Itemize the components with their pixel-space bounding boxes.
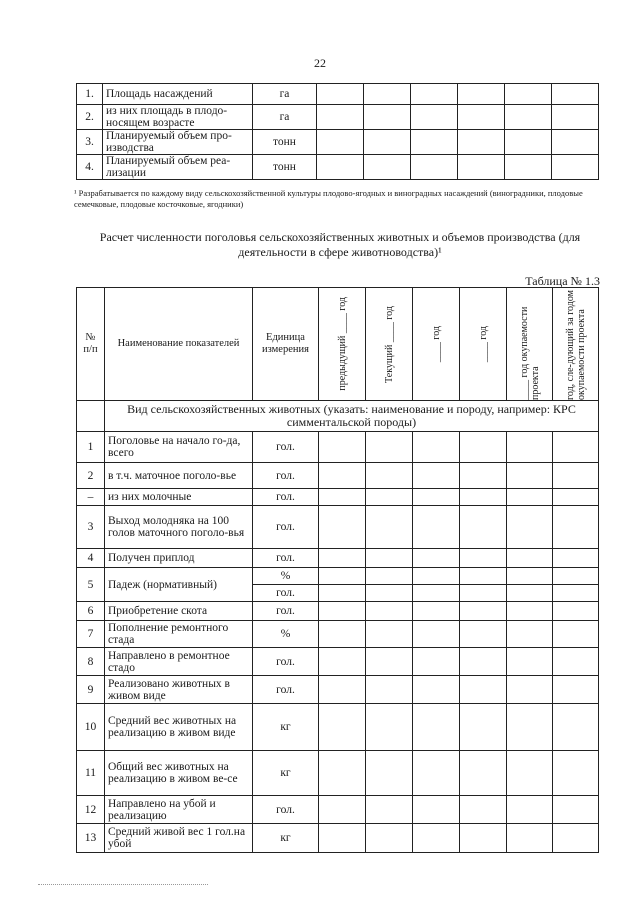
- row-unit: тонн: [253, 130, 317, 155]
- row-name: Средний вес животных на реализацию в живом виде: [105, 704, 253, 751]
- value-cell: [364, 105, 411, 130]
- value-cell: [366, 568, 413, 585]
- row-unit: кг: [253, 751, 319, 796]
- bottom-line: [38, 884, 208, 885]
- value-cell: [507, 824, 553, 853]
- value-cell: [507, 676, 553, 704]
- value-cell: [411, 155, 458, 180]
- row-name: из них молочные: [105, 489, 253, 506]
- value-cell: [366, 824, 413, 853]
- row-number: 1.: [77, 84, 103, 105]
- value-cell: [319, 676, 366, 704]
- value-cell: [507, 549, 553, 568]
- value-cell: [553, 648, 599, 676]
- value-cell: [505, 84, 552, 105]
- row-number: 13: [77, 824, 105, 853]
- row-number: 2.: [77, 105, 103, 130]
- row-name: Планируемый объем про-изводства: [103, 130, 253, 155]
- value-cell: [460, 549, 507, 568]
- section-title: Расчет численности поголовья сельскохозяйственных животных и объемов производства (для деятельности в сфере животноводства)¹: [99, 230, 581, 259]
- table-row: [77, 751, 599, 796]
- row-name: Реализовано животных в живом виде: [105, 676, 253, 704]
- value-cell: [507, 585, 553, 602]
- value-cell: [319, 796, 366, 824]
- header-col6: [553, 288, 599, 401]
- table-row: [77, 432, 599, 463]
- value-cell: [458, 84, 505, 105]
- table-row: [77, 130, 599, 155]
- row-number: –: [77, 489, 105, 506]
- header-unit: Единица измерения: [253, 288, 319, 401]
- value-cell: [458, 155, 505, 180]
- value-cell: [366, 602, 413, 621]
- value-cell: [553, 549, 599, 568]
- value-cell: [553, 796, 599, 824]
- value-cell: [366, 489, 413, 506]
- value-cell: [505, 130, 552, 155]
- value-cell: [553, 751, 599, 796]
- row-unit-2: гол.: [253, 585, 319, 602]
- table-row: [77, 155, 599, 180]
- value-cell: [413, 602, 460, 621]
- value-cell: [319, 824, 366, 853]
- value-cell: [553, 704, 599, 751]
- value-cell: [366, 621, 413, 648]
- value-cell: [317, 105, 364, 130]
- table-row: [77, 489, 599, 506]
- section-empty-cell: [77, 401, 105, 432]
- value-cell: [552, 105, 599, 130]
- row-number: 6: [77, 602, 105, 621]
- value-cell: [319, 549, 366, 568]
- value-cell: [366, 463, 413, 489]
- table-row: [77, 648, 599, 676]
- table-livestock: [76, 287, 599, 853]
- value-cell: [317, 84, 364, 105]
- value-cell: [319, 463, 366, 489]
- value-cell: [366, 704, 413, 751]
- value-cell: [319, 621, 366, 648]
- row-unit: гол.: [253, 648, 319, 676]
- value-cell: [413, 585, 460, 602]
- value-cell: [319, 648, 366, 676]
- header-col6-text: год, сле-дующий за годом окупаемости проекта: [564, 290, 587, 400]
- value-cell: [413, 621, 460, 648]
- row-unit: гол.: [253, 549, 319, 568]
- value-cell: [458, 105, 505, 130]
- value-cell: [413, 549, 460, 568]
- table-row: [77, 506, 599, 549]
- value-cell: [413, 676, 460, 704]
- row-number: 8: [77, 648, 105, 676]
- row-number: 9: [77, 676, 105, 704]
- value-cell: [366, 676, 413, 704]
- value-cell: [553, 506, 599, 549]
- value-cell: [413, 751, 460, 796]
- value-cell: [507, 568, 553, 585]
- row-name: Средний живой вес 1 гол.на убой: [105, 824, 253, 853]
- value-cell: [319, 751, 366, 796]
- row-name: Пополнение ремонтного стада: [105, 621, 253, 648]
- value-cell: [552, 84, 599, 105]
- row-number: 4.: [77, 155, 103, 180]
- row-number: 2: [77, 463, 105, 489]
- table-row: [77, 105, 599, 130]
- row-unit: %: [253, 568, 319, 585]
- value-cell: [553, 585, 599, 602]
- value-cell: [553, 489, 599, 506]
- row-name: Общий вес животных на реализацию в живом ве-се: [105, 751, 253, 796]
- value-cell: [460, 648, 507, 676]
- value-cell: [366, 796, 413, 824]
- value-cell: [507, 602, 553, 621]
- value-cell: [366, 585, 413, 602]
- page-number: 22: [314, 56, 326, 70]
- table-header-row: [77, 288, 599, 401]
- header-col5-text: ____ год окупаемости проекта: [518, 306, 541, 400]
- row-unit: гол.: [253, 796, 319, 824]
- row-unit: тонн: [253, 155, 317, 180]
- value-cell: [413, 489, 460, 506]
- row-number: 1: [77, 432, 105, 463]
- value-cell: [413, 568, 460, 585]
- value-cell: [507, 463, 553, 489]
- table-row: [77, 549, 599, 568]
- value-cell: [413, 506, 460, 549]
- value-cell: [460, 568, 507, 585]
- row-unit: гол.: [253, 602, 319, 621]
- table-row: [77, 704, 599, 751]
- value-cell: [507, 506, 553, 549]
- row-name: Приобретение скота: [105, 602, 253, 621]
- value-cell: [460, 796, 507, 824]
- footnote: ¹ Разрабатывается по каждому виду сельскохозяйственной культуры плодово-ягодных и виноградных насаждений (виноградники, плодовые семечковые, плодовые косточковые, ягодники): [74, 188, 583, 209]
- row-unit: гол.: [253, 463, 319, 489]
- value-cell: [319, 432, 366, 463]
- value-cell: [460, 489, 507, 506]
- row-number: 11: [77, 751, 105, 796]
- table-row: [77, 84, 599, 105]
- value-cell: [507, 432, 553, 463]
- value-cell: [411, 84, 458, 105]
- value-cell: [319, 602, 366, 621]
- value-cell: [460, 602, 507, 621]
- header-col4: [460, 288, 507, 401]
- value-cell: [505, 105, 552, 130]
- value-cell: [553, 568, 599, 585]
- row-unit: гол.: [253, 432, 319, 463]
- value-cell: [364, 130, 411, 155]
- table-row: [77, 621, 599, 648]
- value-cell: [411, 130, 458, 155]
- value-cell: [552, 130, 599, 155]
- section-label: Вид сельскохозяйственных животных (указать: наименование и породу, например: КРС симментальской породы): [105, 401, 599, 432]
- header-col4-text: ____ год: [477, 325, 489, 363]
- row-name: Площадь насаждений: [103, 84, 253, 105]
- value-cell: [366, 751, 413, 796]
- value-cell: [319, 489, 366, 506]
- value-cell: [507, 704, 553, 751]
- value-cell: [553, 602, 599, 621]
- value-cell: [413, 704, 460, 751]
- table-section-row: [77, 401, 599, 432]
- value-cell: [413, 432, 460, 463]
- value-cell: [460, 432, 507, 463]
- row-number: 7: [77, 621, 105, 648]
- header-num: № п/п: [77, 288, 105, 401]
- value-cell: [317, 155, 364, 180]
- row-unit: кг: [253, 824, 319, 853]
- value-cell: [460, 506, 507, 549]
- table-planting-area: [76, 83, 599, 180]
- value-cell: [460, 585, 507, 602]
- row-name: Поголовье на начало го-да, всего: [105, 432, 253, 463]
- value-cell: [505, 155, 552, 180]
- row-unit: гол.: [253, 676, 319, 704]
- value-cell: [366, 506, 413, 549]
- value-cell: [413, 463, 460, 489]
- value-cell: [458, 130, 505, 155]
- value-cell: [507, 796, 553, 824]
- row-number: 3: [77, 506, 105, 549]
- header-col3: [413, 288, 460, 401]
- header-name: Наименование показателей: [105, 288, 253, 401]
- value-cell: [319, 506, 366, 549]
- row-number: 5: [77, 568, 105, 602]
- value-cell: [319, 568, 366, 585]
- table-row: [77, 568, 599, 585]
- header-col2-text: Текущий ____ год: [383, 305, 395, 383]
- table-row: [77, 463, 599, 489]
- value-cell: [507, 648, 553, 676]
- value-cell: [460, 704, 507, 751]
- row-number: 3.: [77, 130, 103, 155]
- header-col2: [366, 288, 413, 401]
- row-name: Получен приплод: [105, 549, 253, 568]
- row-unit: %: [253, 621, 319, 648]
- table-row: [77, 676, 599, 704]
- row-unit: га: [253, 84, 317, 105]
- table-row: [77, 602, 599, 621]
- row-number: 4: [77, 549, 105, 568]
- row-name: Направлено в ремонтное стадо: [105, 648, 253, 676]
- value-cell: [413, 796, 460, 824]
- value-cell: [553, 621, 599, 648]
- row-unit: кг: [253, 704, 319, 751]
- value-cell: [553, 824, 599, 853]
- value-cell: [552, 155, 599, 180]
- value-cell: [553, 676, 599, 704]
- row-name: в т.ч. маточное поголо-вье: [105, 463, 253, 489]
- value-cell: [413, 648, 460, 676]
- value-cell: [507, 489, 553, 506]
- value-cell: [553, 432, 599, 463]
- value-cell: [317, 130, 364, 155]
- header-col1: [319, 288, 366, 401]
- value-cell: [319, 585, 366, 602]
- value-cell: [460, 676, 507, 704]
- value-cell: [507, 621, 553, 648]
- row-name: Направлено на убой и реализацию: [105, 796, 253, 824]
- value-cell: [460, 463, 507, 489]
- value-cell: [366, 432, 413, 463]
- table-row: [77, 824, 599, 853]
- value-cell: [460, 751, 507, 796]
- table-caption: Таблица № 1.3: [525, 274, 600, 288]
- value-cell: [507, 751, 553, 796]
- table-row: [77, 796, 599, 824]
- row-unit: гол.: [253, 506, 319, 549]
- value-cell: [366, 549, 413, 568]
- value-cell: [411, 105, 458, 130]
- value-cell: [413, 824, 460, 853]
- value-cell: [366, 648, 413, 676]
- row-unit: гол.: [253, 489, 319, 506]
- header-col1-text: предыдущий ____ год: [336, 297, 348, 391]
- value-cell: [319, 704, 366, 751]
- value-cell: [553, 463, 599, 489]
- header-col3-text: ____ год: [430, 325, 442, 363]
- row-unit: га: [253, 105, 317, 130]
- row-number: 10: [77, 704, 105, 751]
- row-number: 12: [77, 796, 105, 824]
- value-cell: [460, 621, 507, 648]
- value-cell: [364, 155, 411, 180]
- row-name: Планируемый объем реа-лизации: [103, 155, 253, 180]
- value-cell: [460, 824, 507, 853]
- row-name: Падеж (нормативный): [105, 568, 253, 602]
- row-name: Выход молодняка на 100 голов маточного поголо-вья: [105, 506, 253, 549]
- header-col5: [507, 288, 553, 401]
- row-name: из них площадь в плодо-носящем возрасте: [103, 105, 253, 130]
- value-cell: [364, 84, 411, 105]
